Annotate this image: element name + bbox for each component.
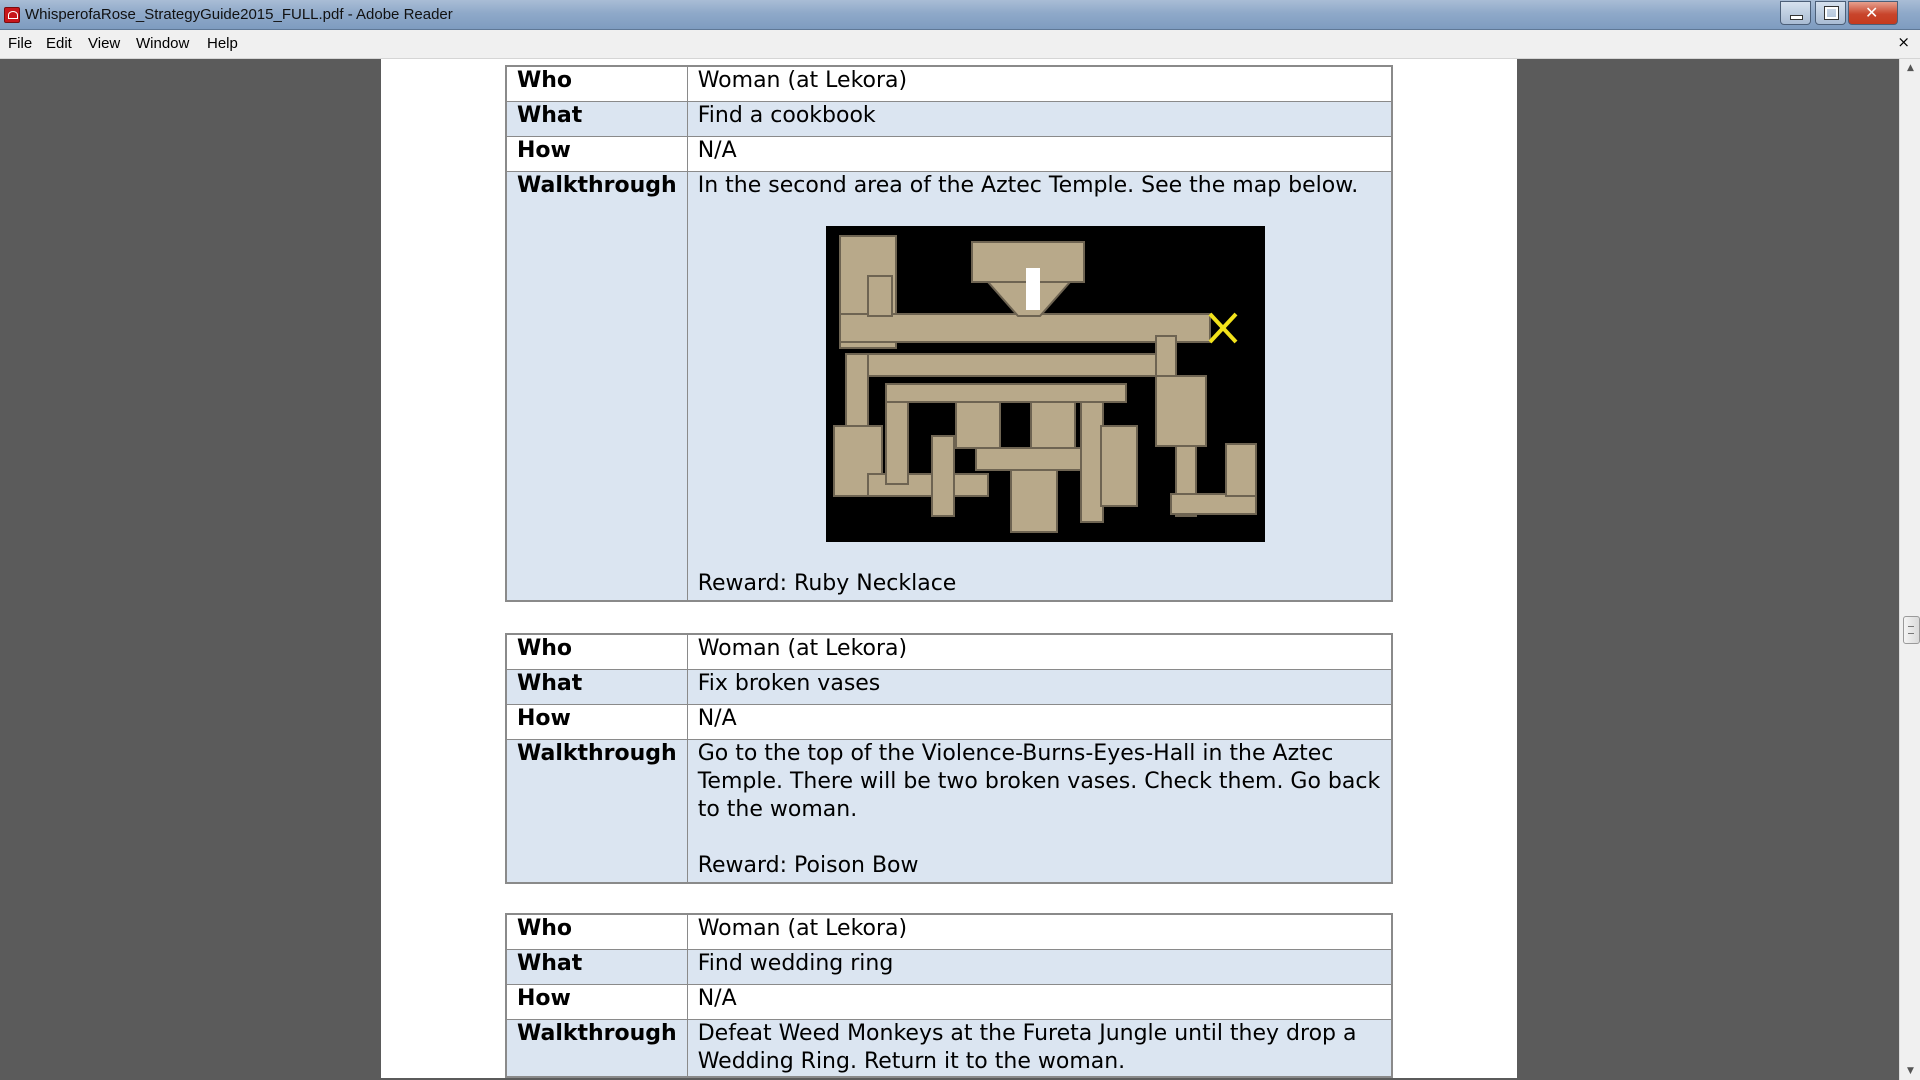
how-value: N/A [687,985,1392,1020]
scroll-thumb[interactable] [1903,616,1920,644]
walkthrough-label: Walkthrough [506,172,687,602]
aztec-temple-map-image [826,226,1265,542]
map-marker-x-icon [1210,314,1236,342]
how-value: N/A [687,137,1392,172]
quest-table-2 [505,633,1393,884]
maximize-button[interactable] [1815,1,1846,25]
title-bar [0,0,1920,30]
walkthrough-cell [687,1020,1392,1078]
pdf-app-icon [4,7,20,23]
who-label: Who [506,66,687,102]
what-value: Find wedding ring [687,950,1392,985]
close-document-icon[interactable]: × [1897,33,1910,51]
who-value: Woman (at Lekora) [687,66,1392,102]
vertical-scrollbar[interactable] [1899,59,1920,1080]
scroll-down-arrow-icon[interactable]: ▼ [1907,1066,1914,1076]
how-label: How [506,705,687,740]
reward-text: Reward: Poison Bow [697,853,919,878]
walkthrough-text: Defeat Weed Monkeys at the Fureta Jungle until they drop a Wedding Ring. Return it to the woman. [697,1021,1357,1074]
menu-file[interactable]: File [8,35,33,52]
how-label: How [506,137,687,172]
what-value: Fix broken vases [687,670,1392,705]
how-label: How [506,985,687,1020]
who-value: Woman (at Lekora) [687,634,1392,670]
menu-bar [0,30,1920,59]
who-label: Who [506,914,687,950]
walkthrough-cell [687,740,1392,884]
walkthrough-label: Walkthrough [506,740,687,884]
who-label: Who [506,634,687,670]
what-value: Find a cookbook [687,102,1392,137]
walkthrough-label: Walkthrough [506,1020,687,1078]
who-value: Woman (at Lekora) [687,914,1392,950]
scroll-up-arrow-icon[interactable]: ▲ [1907,63,1914,73]
what-label: What [506,102,687,137]
menu-view[interactable]: View [88,35,121,52]
menu-help[interactable]: Help [207,35,238,52]
quest-table-1 [505,65,1393,602]
walkthrough-text: Go to the top of the Violence-Burns-Eyes-Hall in the Aztec Temple. There will be two broken vases. Check them. Go back to the woman. [697,741,1381,822]
reward-text: Reward: Ruby Necklace [697,571,957,596]
what-label: What [506,670,687,705]
minimize-button[interactable] [1780,1,1811,25]
map-graphic [826,226,1265,542]
close-button[interactable] [1848,1,1898,25]
what-label: What [506,950,687,985]
walkthrough-cell [687,172,1392,602]
menu-window[interactable]: Window [136,35,190,52]
window-title: WhisperofaRose_StrategyGuide2015_FULL.pdf - Adobe Reader [25,6,453,23]
walkthrough-text: In the second area of the Aztec Temple. See the map below. [697,173,1359,198]
menu-edit[interactable]: Edit [46,35,72,52]
quest-table-3 [505,913,1393,1078]
how-value: N/A [687,705,1392,740]
